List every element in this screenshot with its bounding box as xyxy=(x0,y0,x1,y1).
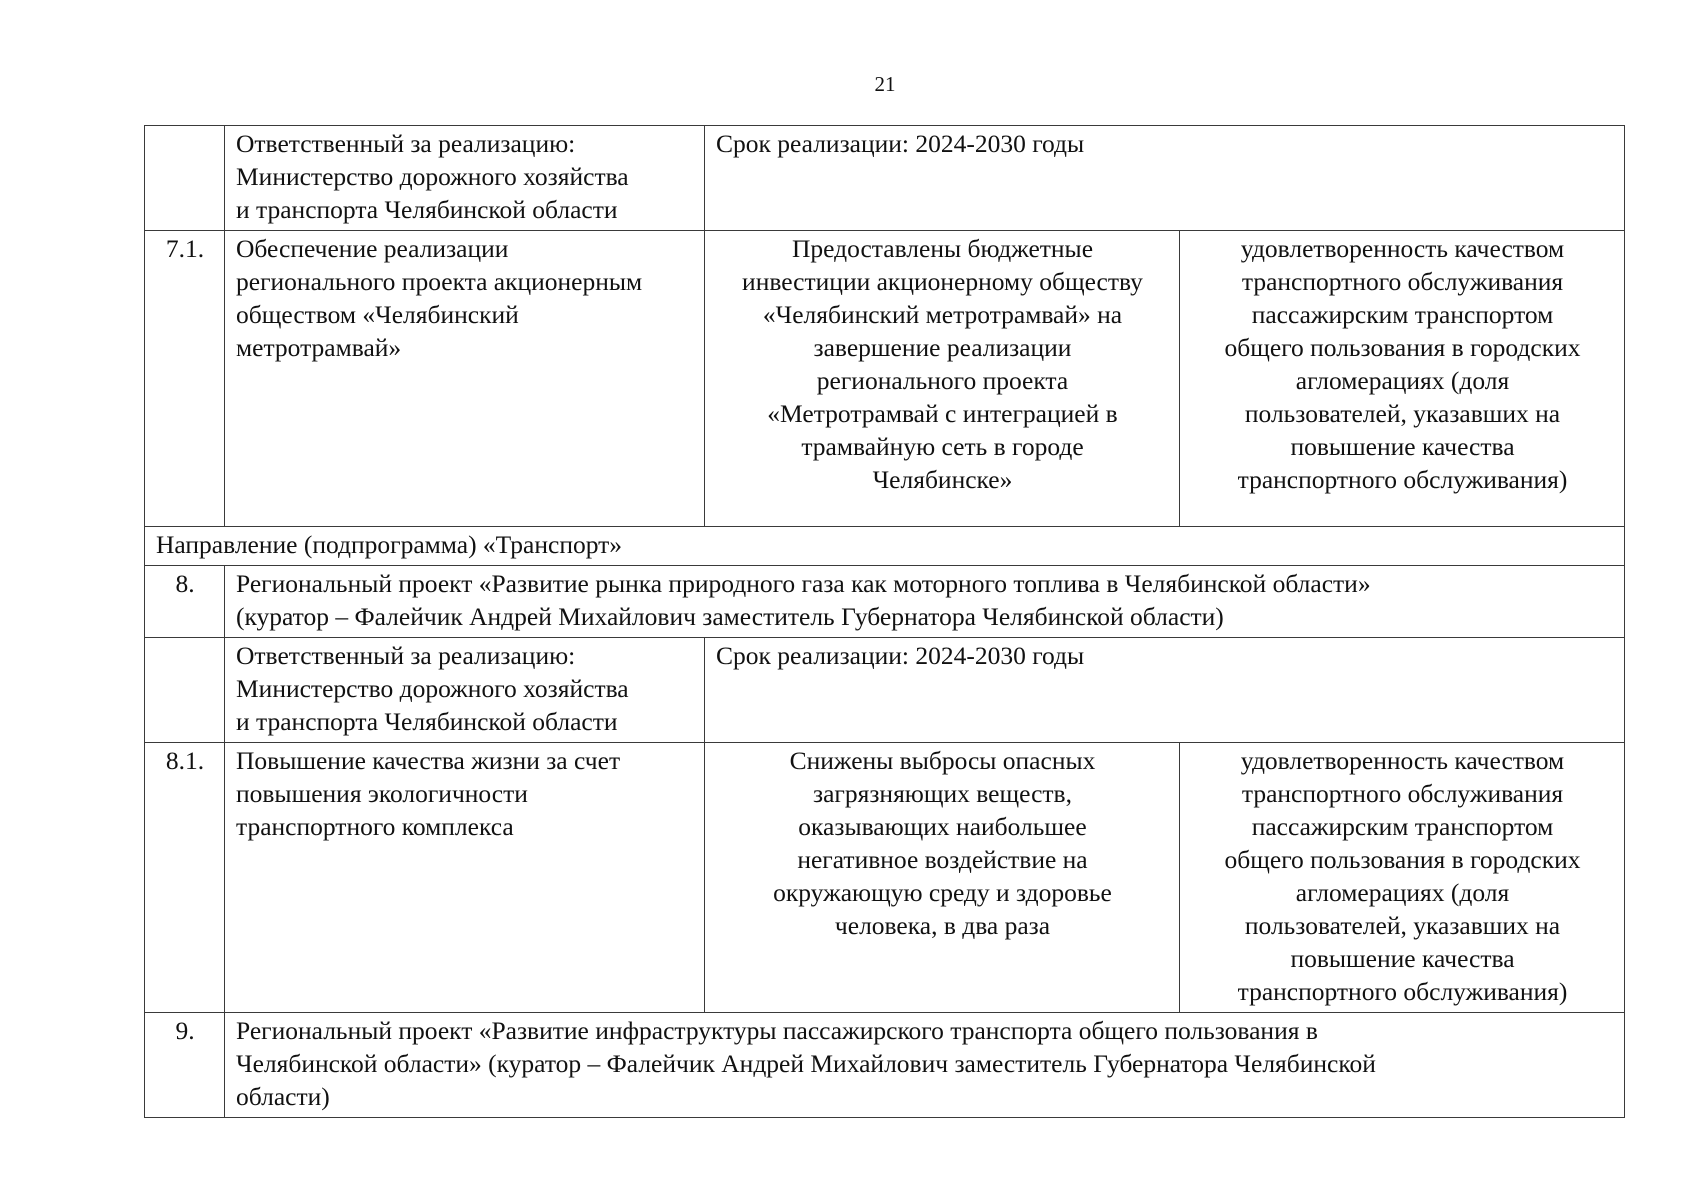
text-line: Челябинске» xyxy=(872,465,1013,494)
text-line: Региональный проект «Развитие инфраструктуры пассажирского транспорта общего пользования в xyxy=(236,1016,1318,1045)
text-line: и транспорта Челябинской области xyxy=(236,707,618,736)
text-line: человека, в два раза xyxy=(834,911,1051,940)
text-line: Обеспечение реализации xyxy=(236,234,509,263)
text-line: транспортного обслуживания) xyxy=(1237,977,1568,1006)
text-line: и транспорта Челябинской области xyxy=(236,195,618,224)
text-line: пользователей, указавших на xyxy=(1244,911,1561,940)
number-cell: 7.1. xyxy=(145,231,225,527)
text-line: негативное воздействие на xyxy=(797,845,1088,874)
responsible-cell xyxy=(225,638,705,743)
text-line: инвестиции акционерному обществу xyxy=(742,267,1143,296)
number-cell: 9. xyxy=(145,1013,225,1118)
text-line: транспортного обслуживания xyxy=(1241,267,1564,296)
result-cell xyxy=(705,743,1180,1013)
term-cell xyxy=(705,126,1625,231)
text-line: транспортного обслуживания xyxy=(1241,779,1564,808)
responsible-cell xyxy=(225,126,705,231)
table-row xyxy=(145,126,1625,231)
text-line: агломерациях (доля xyxy=(1295,878,1510,907)
text-line: пользователей, указавших на xyxy=(1244,399,1561,428)
direction-heading: Направление (подпрограмма) «Транспорт» xyxy=(156,530,623,559)
text-line: Ответственный за реализацию: xyxy=(236,641,576,670)
text-line: области) xyxy=(236,1082,330,1111)
text-line: транспортного обслуживания) xyxy=(1237,465,1568,494)
text-line: общего пользования в городских xyxy=(1224,333,1581,362)
text-line: (куратор – Фалейчик Андрей Михайлович заместитель Губернатора Челябинской области) xyxy=(236,602,1224,631)
program-table xyxy=(144,125,1625,1118)
task-cell xyxy=(225,743,705,1013)
number-cell xyxy=(145,126,225,231)
table-row xyxy=(145,1013,1625,1118)
table-row xyxy=(145,527,1625,566)
indicator-cell xyxy=(1180,743,1625,1013)
text-line: регионального проекта xyxy=(816,366,1069,395)
text-line: Региональный проект «Развитие рынка природного газа как моторного топлива в Челябинской области» xyxy=(236,569,1371,598)
text-line: Челябинской области» (куратор – Фалейчик Андрей Михайлович заместитель Губернатора Челябинской xyxy=(236,1049,1376,1078)
result-cell xyxy=(705,231,1180,527)
text-line: Ответственный за реализацию: xyxy=(236,129,576,158)
text-line: трамвайную сеть в городе xyxy=(801,432,1084,461)
text-line: удовлетворенность качеством xyxy=(1240,234,1565,263)
text-line: Снижены выбросы опасных xyxy=(789,746,1096,775)
number-cell: 8.1. xyxy=(145,743,225,1013)
project-cell xyxy=(225,566,1625,638)
text-line: метротрамвай» xyxy=(236,333,402,362)
number-cell xyxy=(145,638,225,743)
table-row xyxy=(145,638,1625,743)
text-line: пассажирским транспортом xyxy=(1251,812,1554,841)
text-line: Срок реализации: 2024-2030 годы xyxy=(716,129,1085,158)
number-cell: 8. xyxy=(145,566,225,638)
direction-cell xyxy=(145,527,1625,566)
text-line: повышение качества xyxy=(1290,432,1515,461)
project-cell xyxy=(225,1013,1625,1118)
text-line: транспортного комплекса xyxy=(236,812,514,841)
page-number: 21 xyxy=(874,72,896,96)
text-line: регионального проекта акционерным xyxy=(236,267,643,296)
text-line: завершение реализации xyxy=(813,333,1072,362)
text-line: Министерство дорожного хозяйства xyxy=(236,674,629,703)
text-line: общего пользования в городских xyxy=(1224,845,1581,874)
text-line: «Челябинский метротрамвай» на xyxy=(762,300,1123,329)
table-row xyxy=(145,231,1625,527)
text-line: окружающую среду и здоровье xyxy=(773,878,1112,907)
text-line: повышения экологичности xyxy=(236,779,528,808)
text-line: обществом «Челябинский xyxy=(236,300,519,329)
term-cell xyxy=(705,638,1625,743)
text-line: повышение качества xyxy=(1290,944,1515,973)
table-row xyxy=(145,743,1625,1013)
text-line: «Метротрамвай с интеграцией в xyxy=(767,399,1118,428)
task-cell xyxy=(225,231,705,527)
text-line: оказывающих наибольшее xyxy=(798,812,1087,841)
text-line: агломерациях (доля xyxy=(1295,366,1510,395)
text-line: загрязняющих веществ, xyxy=(813,779,1072,808)
text-line: Повышение качества жизни за счет xyxy=(236,746,621,775)
table-row xyxy=(145,566,1625,638)
text-line: Министерство дорожного хозяйства xyxy=(236,162,629,191)
text-line: Срок реализации: 2024-2030 годы xyxy=(716,641,1085,670)
text-line: пассажирским транспортом xyxy=(1251,300,1554,329)
text-line: Предоставлены бюджетные xyxy=(791,234,1094,263)
text-line: удовлетворенность качеством xyxy=(1240,746,1565,775)
indicator-cell xyxy=(1180,231,1625,527)
